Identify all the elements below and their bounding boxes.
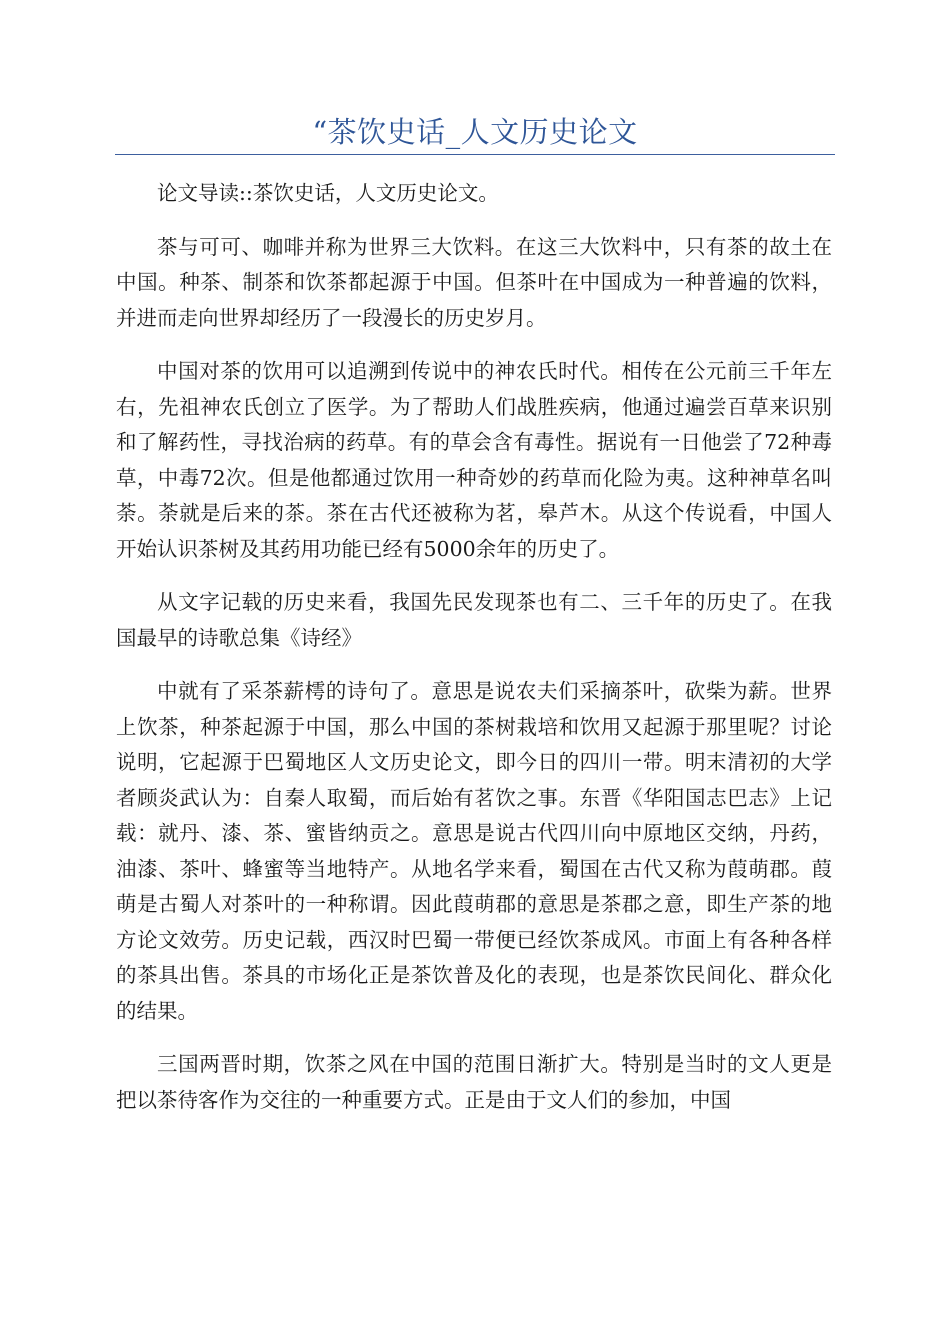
paragraph-intro: 论文导读::茶饮史话，人文历史论文。	[157, 181, 499, 205]
paragraph-3: 从文字记载的历史来看，我国先民发现茶也有二、三千年的历史了。在我国最早的诗歌总集《诗经》	[116, 590, 832, 650]
title-underline	[115, 154, 835, 155]
document-title: “茶饮史话_人文历史论文	[312, 115, 638, 149]
paragraph-5: 三国两晋时期，饮茶之风在中国的范围日渐扩大。特别是当时的文人更是把以茶待客作为交往的一种重要方式。正是由于文人们的参加，中国	[116, 1052, 832, 1112]
paragraph-1: 茶与可可、咖啡并称为世界三大饮料。在这三大饮料中，只有茶的故土在中国。种茶、制茶和饮茶都起源于中国。但茶叶在中国成为一种普遍的饮料，并进而走向世界却经历了一段漫长的历史岁月。	[116, 234, 832, 330]
paragraph-2: 中国对茶的饮用可以追溯到传说中的神农氏时代。相传在公元前三千年左右，先祖神农氏创立了医学。为了帮助人们战胜疾病，他通过遍尝百草来识别和了解药性，寻找治病的药草。有的草会含有毒性。据说有一日他尝了72种毒草，中毒72次。但是他都通过饮用一种奇妙的药草而化险为夷。这种神草名叫荼。荼就是后来的茶。茶在古代还被称为茗，皋芦木。从这个传说看，中国人开始认识茶树及其药用功能已经有5000余年的历史了。	[116, 359, 832, 561]
document-body	[116, 176, 832, 1136]
paragraph-4: 中就有了采茶薪樗的诗句了。意思是说农夫们采摘茶叶，砍柴为薪。世界上饮茶，种茶起源于中国，那么中国的茶树栽培和饮用又起源于那里呢？讨论说明，它起源于巴蜀地区人文历史论文，即今日的四川一带。明末清初的大学者顾炎武认为：自秦人取蜀，而后始有茗饮之事。东晋《华阳国志巴志》上记载：就丹、漆、茶、蜜皆纳贡之。意思是说古代四川向中原地区交纳，丹药，油漆、茶叶、蜂蜜等当地特产。从地名学来看，蜀国在古代又称为葭萌郡。葭萌是古蜀人对茶叶的一种称谓。因此葭萌郡的意思是茶郡之意，即生产茶的地方论文效劳。历史记载，西汉时巴蜀一带便已经饮茶成风。市面上有各种各样的茶具出售。茶具的市场化正是茶饮普及化的表现，也是茶饮民间化、群众化的结果。	[116, 679, 832, 1023]
